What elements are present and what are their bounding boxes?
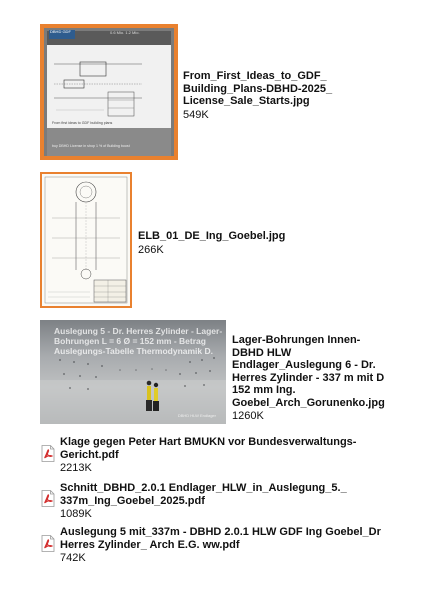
file-thumbnail-3[interactable] (40, 320, 226, 424)
file-name[interactable]: Herres Zylinder - 337 m mit D (232, 371, 385, 384)
file-thumbnail-1[interactable] (40, 24, 178, 160)
file-name[interactable]: Lager-Bohrungen Innen- (232, 334, 361, 346)
overlay-text (54, 326, 224, 356)
file-size: 742K (60, 552, 86, 564)
file-size: 549K (183, 108, 209, 121)
file-name[interactable]: Building_Plans-DBHD-2025_ (183, 82, 333, 95)
overlay-line: Bohrungen L = 6 Ø = 152 mm - Betrag (54, 336, 206, 346)
file-name[interactable]: 337m_Ing_Goebel_2025.pdf (60, 494, 205, 507)
plan-caption: From first ideas to GDF building plans (52, 121, 113, 125)
file-size: 2213K (60, 462, 92, 474)
render-brand: DBHD HLW Endlager (177, 413, 216, 418)
file-name[interactable]: Gericht.pdf (60, 448, 119, 461)
plan-footer-text: buy DBHD License in shop 1 % of Building boost (52, 144, 130, 148)
overlay-line: Auslegung 5 - Dr. Herres Zylinder - Lager- (54, 326, 223, 336)
file-name[interactable]: ELB_01_DE_Ing_Goebel.jpg (138, 230, 286, 242)
dbhd-logo: DBHD GDF (49, 30, 75, 39)
pdf-file-icon[interactable] (41, 490, 55, 507)
pdf-file-icon[interactable] (41, 445, 55, 462)
file-size: 266K (138, 243, 164, 256)
file-size: 1260K (232, 410, 264, 422)
file-thumbnail-2[interactable] (40, 172, 132, 308)
plan-header-text: 0.6 Mio. 1.2 Mio. (110, 30, 140, 35)
file-name[interactable]: Klage gegen Peter Hart BMUKN vor Bundesverwaltungs- (60, 436, 357, 448)
plan-drawing (52, 50, 144, 120)
technical-drawing (42, 174, 130, 306)
file-name[interactable]: Herres Zylinder_ Arch E.G. ww.pdf (60, 538, 240, 551)
file-size: 1089K (60, 508, 92, 520)
file-name[interactable]: 152 mm Ing. (232, 384, 296, 396)
file-name[interactable]: Auslegung 5 mit_337m - DBHD 2.0.1 HLW GDF Ing Goebel_Dr (60, 526, 381, 538)
file-name[interactable]: Goebel_Arch_Gorunenko.jpg (232, 396, 385, 409)
plan-footer (47, 128, 171, 156)
pdf-file-icon[interactable] (41, 535, 55, 552)
file-name[interactable]: From_First_Ideas_to_GDF_ (183, 70, 327, 82)
file-name[interactable]: DBHD HLW (232, 346, 292, 359)
file-name[interactable]: Endlager_Auslegung 6 - Dr. (232, 359, 376, 371)
file-name[interactable]: Schnitt_DBHD_2.0.1 Endlager_HLW_in_Auslegung_5._ (60, 482, 347, 494)
file-name[interactable]: License_Sale_Starts.jpg (183, 95, 310, 107)
overlay-line: Auslegungs-Tabelle Thermodynamik D. (54, 346, 214, 356)
